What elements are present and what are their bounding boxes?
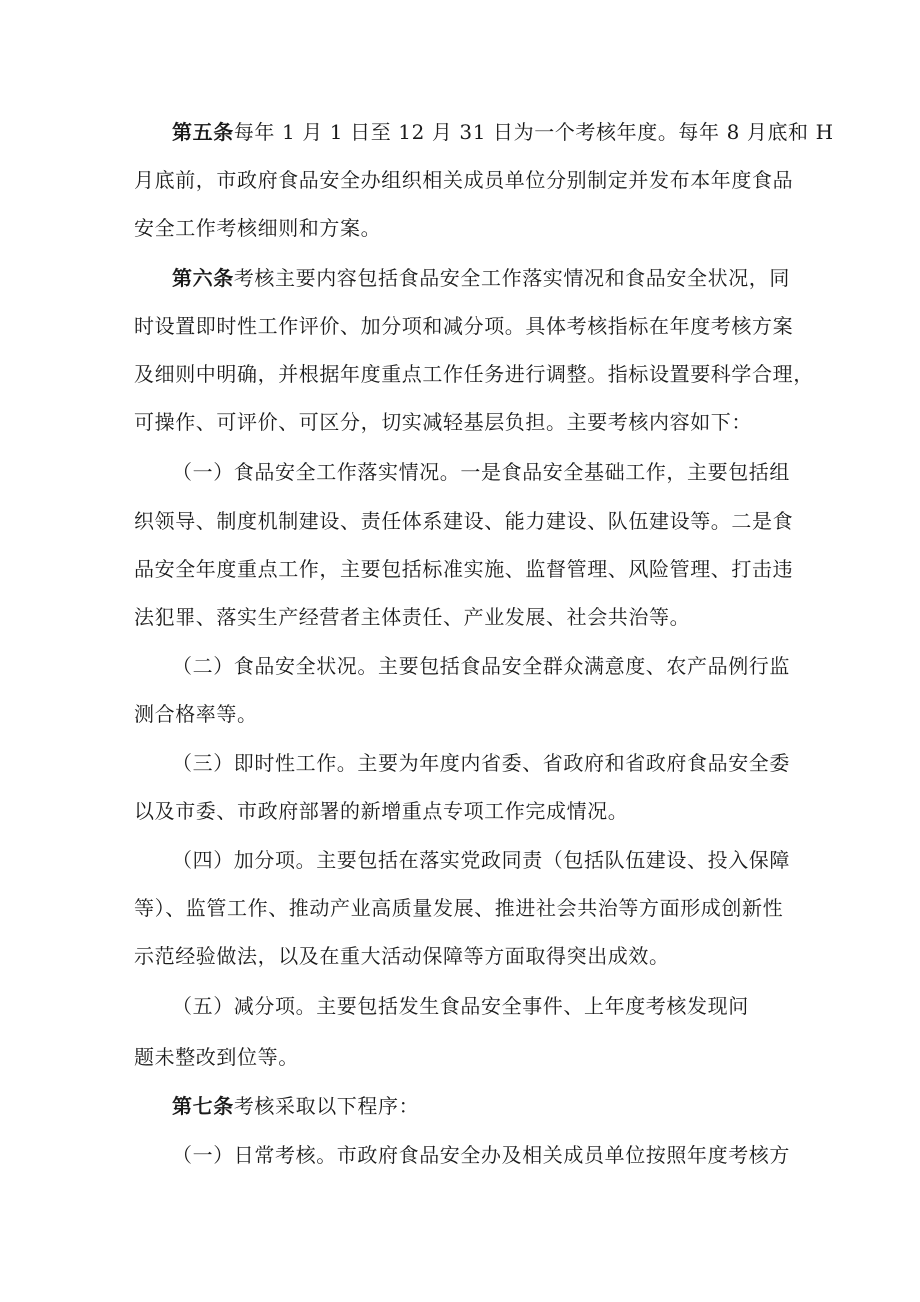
article-6-line-3: 及细则中明确，并根据年度重点工作任务进行调整。指标设置要科学合理， [134,362,814,386]
item-4-line-2: 等）、监管工作、推动产业高质量发展、推进社会共治等方面形成创新性 [134,896,784,920]
item-3-line-2: 以及市委、市政府部署的新增重点专项工作完成情况。 [134,799,629,823]
item-4-line-3: 示范经验做法，以及在重大活动保障等方面取得突出成效。 [134,944,670,968]
item-3-line-1: （三）即时性工作。主要为年度内省委、省政府和省政府食品安全委 [172,751,790,775]
article-5-text: 每年 1 月 1 日至 12 月 31 日为一个考核年度。每年 8 月底和 H [233,120,834,144]
item-1-line-4: 法犯罪、落实生产经营者主体责任、产业发展、社会共治等。 [134,605,691,629]
article-5-line-2: 月底前，市政府食品安全办组织相关成员单位分别制定并发布本年度食品 [134,168,794,192]
article-5-line-1 [172,118,834,146]
item-2-line-2: 测合格率等。 [134,702,258,726]
article-6-line-1 [172,264,790,292]
article-6-text: 考核主要内容包括食品安全工作落实情况和食品安全状况，同 [233,266,791,290]
article-6-line-2: 时设置即时性工作评价、加分项和减分项。具体考核指标在年度考核方案 [134,314,794,338]
item-2-line-1: （二）食品安全状况。主要包括食品安全群众满意度、农产品例行监 [172,654,790,678]
article-7-line-1 [172,1092,419,1120]
item-1-line-1: （一）食品安全工作落实情况。一是食品安全基础工作，主要包括组 [172,460,790,484]
item-5-line-1: （五）减分项。主要包括发生食品安全事件、上年度考核发现问 [172,994,749,1018]
article-6-line-4: 可操作、可评价、可区分，切实减轻基层负担。主要考核内容如下： [134,410,752,434]
item-1-line-3: 品安全年度重点工作，主要包括标准实施、监督管理、风险管理、打击违 [134,557,794,581]
article-7-item-1-line-1: （一）日常考核。市政府食品安全办及相关成员单位按照年度考核方 [172,1143,790,1167]
article-7-text: 考核采取以下程序： [233,1094,420,1118]
item-4-line-1: （四）加分项。主要包括在落实党政同责（包括队伍建设、投入保障 [172,848,790,872]
article-5-heading: 第五条 [172,120,234,144]
article-5-line-3: 安全工作考核细则和方案。 [134,216,382,240]
item-5-line-2: 题未整改到位等。 [134,1045,299,1069]
article-7-heading: 第七条 [172,1094,234,1118]
article-6-heading: 第六条 [172,266,234,290]
item-1-line-2: 织领导、制度机制建设、责任体系建设、能力建设、队伍建设等。二是食 [134,509,794,533]
